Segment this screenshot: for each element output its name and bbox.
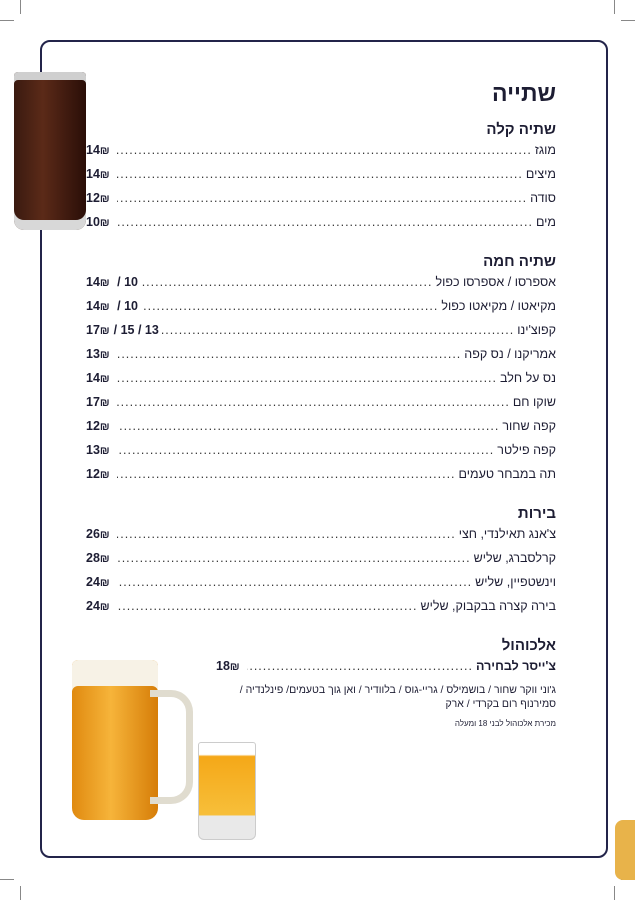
dot-leader (247, 659, 473, 673)
currency-symbol: ₪ (99, 421, 110, 433)
crop-mark (614, 886, 615, 900)
item-price (216, 659, 244, 673)
crop-mark (621, 20, 635, 21)
menu-item (86, 347, 556, 371)
dot-leader (117, 167, 523, 181)
item-name: צ'אנג תאילנדי, חצי (458, 527, 556, 541)
crop-mark (0, 879, 14, 880)
dot-leader (117, 467, 456, 481)
currency-symbol: ₪ (99, 553, 110, 565)
currency-symbol: ₪ (99, 349, 110, 361)
item-name: מקיאטו / מקיאטו כפול (441, 299, 556, 313)
menu-item (86, 575, 556, 599)
item-name: סודה (530, 191, 556, 205)
dot-leader (117, 551, 471, 565)
section-gap (86, 623, 556, 637)
crop-mark (20, 0, 21, 14)
currency-symbol: ₪ (99, 397, 110, 409)
currency-symbol: ₪ (99, 445, 110, 457)
currency-symbol: ₪ (229, 661, 240, 673)
item-name: תה במבחר טעמים (458, 467, 556, 481)
dot-leader (117, 143, 532, 157)
section-heading: בירות (517, 505, 556, 522)
item-name: מיצים (525, 167, 556, 181)
menu-item (86, 167, 556, 191)
section-gap (86, 491, 556, 505)
dot-leader (117, 575, 473, 589)
menu-item (86, 395, 556, 419)
item-name: קפוצ'ינו (517, 323, 556, 337)
dot-leader (117, 347, 462, 361)
currency-symbol: ₪ (99, 145, 110, 157)
menu-item (86, 215, 556, 239)
dot-leader (117, 599, 418, 613)
dot-leader (141, 275, 432, 289)
fries-image (615, 820, 635, 880)
menu-item (86, 143, 556, 167)
dot-leader (117, 419, 500, 433)
section-heading: שתיה קלה (486, 121, 556, 138)
menu-item (86, 467, 556, 491)
price-value: 10 (86, 215, 100, 229)
price-value: 12 (86, 419, 100, 433)
item-name: וינשטפיין, שליש (475, 575, 556, 589)
menu-item (86, 443, 556, 467)
menu-item (86, 299, 556, 323)
price-value: 18 (216, 659, 230, 673)
menu-item (86, 191, 556, 215)
dot-leader (141, 299, 438, 313)
menu-item (86, 599, 556, 623)
item-price (86, 215, 114, 229)
currency-symbol: ₪ (99, 193, 110, 205)
currency-symbol: ₪ (99, 577, 110, 589)
item-name: צ'ייסר לבחירה (476, 659, 556, 673)
dot-leader (162, 323, 514, 337)
item-price (86, 527, 114, 541)
menu-item (86, 419, 556, 443)
item-name: שוקו חם (512, 395, 556, 409)
section-heading: אלכוהול (501, 637, 556, 654)
crop-mark (20, 886, 21, 900)
item-price (86, 323, 159, 337)
section-heading: שתיה חמה (483, 253, 556, 270)
cola-glass-image (14, 72, 86, 230)
item-price (86, 599, 114, 613)
item-price (86, 347, 114, 361)
price-value: 24 (86, 575, 100, 589)
currency-symbol: ₪ (99, 277, 110, 289)
price-value: 10 / 14 (86, 275, 138, 289)
item-name: מוגז (534, 143, 556, 157)
item-price (86, 143, 114, 157)
price-value: 14 (86, 167, 100, 181)
alcohol-disclaimer: מכירת אלכוהול לבני 18 ומעלה (454, 719, 556, 728)
currency-symbol: ₪ (99, 301, 110, 313)
price-value: 13 (86, 347, 100, 361)
menu-item (86, 371, 556, 395)
menu-sections (86, 121, 556, 637)
currency-symbol: ₪ (99, 169, 110, 181)
menu-item (86, 551, 556, 575)
currency-symbol: ₪ (99, 529, 110, 541)
item-name: בירה קצרה בבקבוק, שליש (420, 599, 556, 613)
item-name: מים (535, 215, 556, 229)
item-price (86, 275, 138, 289)
price-value: 12 (86, 191, 100, 205)
item-price (86, 395, 114, 409)
item-price (86, 299, 138, 313)
item-name: אמריקנו / נס קפה (464, 347, 556, 361)
dot-leader (117, 215, 533, 229)
item-name: קרלסברג, שליש (473, 551, 556, 565)
price-value: 13 (86, 443, 100, 457)
price-value: 13 / 15 /17 (86, 323, 159, 337)
item-price (86, 551, 114, 565)
item-price (86, 167, 114, 181)
item-price (86, 443, 114, 457)
section-gap (86, 239, 556, 253)
price-value: 17 (86, 395, 100, 409)
currency-symbol: ₪ (99, 217, 110, 229)
price-value: 12 (86, 467, 100, 481)
price-value: 28 (86, 551, 100, 565)
menu-item (216, 659, 556, 683)
currency-symbol: ₪ (99, 325, 110, 337)
price-value: 26 (86, 527, 100, 541)
price-value: 10 / 14 (86, 299, 138, 313)
currency-symbol: ₪ (99, 469, 110, 481)
menu-item (86, 275, 556, 299)
item-price (86, 467, 114, 481)
dot-leader (117, 191, 527, 205)
dot-leader (117, 443, 495, 457)
item-price (86, 371, 114, 385)
menu-content (86, 80, 556, 731)
dot-leader (117, 371, 497, 385)
price-value: 14 (86, 143, 100, 157)
menu-item (86, 527, 556, 551)
item-price (86, 575, 114, 589)
item-price (86, 419, 114, 433)
alcohol-options: ג'וני ווקר שחור / בושמילס / גריי-גוס / בלוודיר / ואן גוך בטעמים/ פינלנדיה / סמירנוף רום בקרדי / ארק (239, 684, 556, 710)
page-title: שתייה (492, 80, 556, 106)
item-name: קפה פילטר (497, 443, 556, 457)
currency-symbol: ₪ (99, 373, 110, 385)
crop-mark (614, 0, 615, 14)
item-name: אספרסו / אספרסו כפול (435, 275, 556, 289)
menu-item (86, 323, 556, 347)
item-name: נס על חלב (500, 371, 556, 385)
item-name: קפה שחור (502, 419, 556, 433)
dot-leader (117, 527, 456, 541)
crop-mark (0, 20, 14, 21)
price-value: 24 (86, 599, 100, 613)
price-value: 14 (86, 371, 100, 385)
shot-glass-image (198, 742, 256, 840)
dot-leader (117, 395, 510, 409)
currency-symbol: ₪ (99, 601, 110, 613)
item-price (86, 191, 114, 205)
